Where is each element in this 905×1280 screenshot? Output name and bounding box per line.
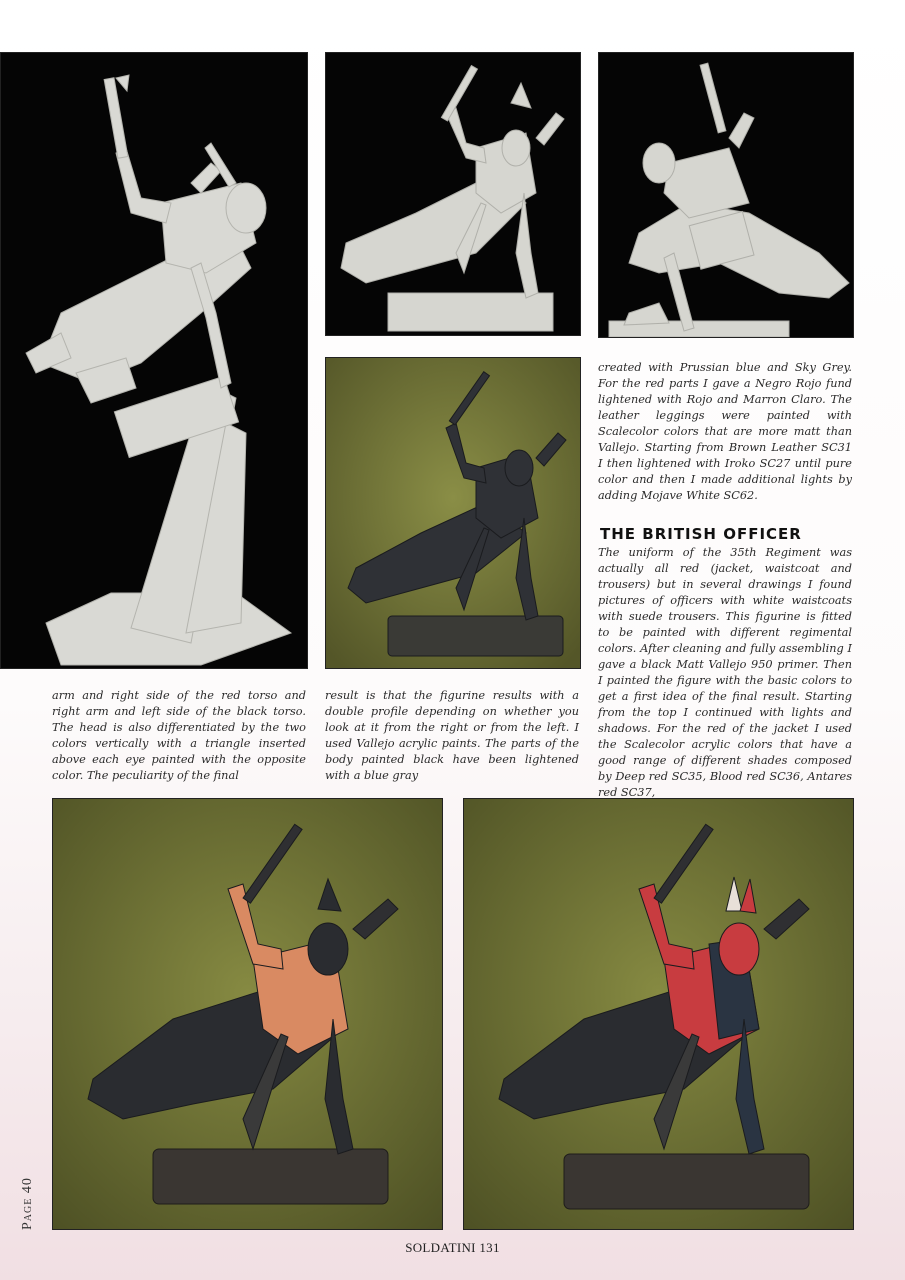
photo-primed-black <box>325 357 581 669</box>
photo-red-blue-painted <box>463 798 854 1230</box>
figure-unpainted-large-graphic <box>1 53 307 668</box>
body-text-column-3-top: created with Prussian blue and Sky Grey. For the red parts I gave a Negro Rojo fund lightened with Rojo and Marron Claro. The leather leggings were painted with Scalecolor colors that are more matt than Vallejo. Starting from Brown Leather SC31 I then lightened with Iroko SC27 until pure color and then I made additional lights by adding Mojave White SC62. <box>598 361 852 502</box>
figure-red-blue-graphic <box>464 799 853 1229</box>
figure-unpainted-front-graphic <box>326 53 580 335</box>
figure-primed-graphic <box>326 358 580 668</box>
body-text-column-1: arm and right side of the red torso and right arm and left side of the black torso. The head is also differentiated by the two colors vertically with a triangle inserted above each eye painted with the opposite color. The peculiarity of the final <box>52 689 306 782</box>
page-number: Page 40 <box>20 1177 35 1230</box>
magazine-footer: SOLDATINI 131 <box>405 1240 500 1255</box>
photo-unpainted-front-small <box>325 52 581 336</box>
body-text-column-3-section: The uniform of the 35th Regiment was actually all red (jacket, waistcoat and trousers) but in several drawings I found pictures of officers with white waistcoats with suede trousers. This figurine is fitted to be painted with different regimental colors. After cleaning and fully assembling I gave a black Matt Vallejo 950 primer. Then I painted the figure with the basic colors to get a first idea of the final result. Starting from the top I continued with lights and shadows. For the red of the jacket I used the Scalecolor acrylic colors that have a good range of different shades composed by Deep red SC35, Blood red SC36, Antares red SC37, <box>598 546 852 799</box>
photo-unpainted-front-large <box>0 52 308 669</box>
photo-unpainted-back-small <box>598 52 854 338</box>
section-heading: THE BRITISH OFFICER <box>600 525 802 543</box>
photo-base-colors <box>52 798 443 1230</box>
figure-unpainted-back-graphic <box>599 53 853 337</box>
body-text-column-2: result is that the figurine results with a double profile depending on whether you look at it from the right or from the left. I used Vallejo acrylic paints. The parts of the body painted black have been lightened with a blue gray <box>325 689 579 782</box>
figure-base-colors-graphic <box>53 799 442 1229</box>
